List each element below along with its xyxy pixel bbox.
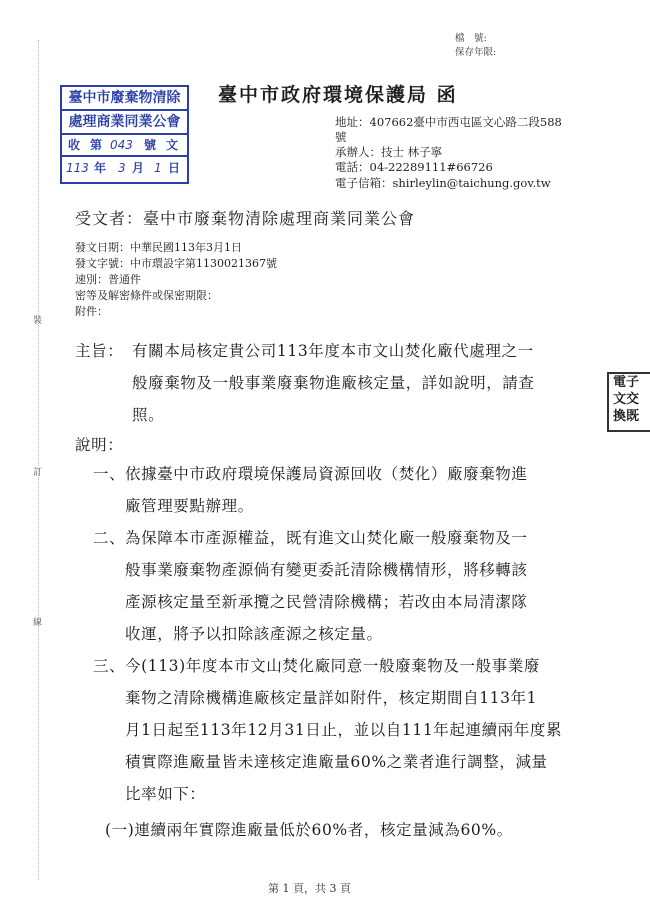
item-3-line-1: 今(113)年度本市文山焚化廠同意一般廢棄物及一般事業廢 [125,657,540,675]
item-2-line-3: 產源核定量至新承攬之民營清除機構；若改由本局清潔隊 [125,593,528,611]
item-3-line-5: 比率如下： [125,785,206,803]
document-number: 發文字號：中市環設字第1130021367號 [75,257,277,270]
stamp-year-label: 年 [94,161,107,175]
contact-address-cont: 號 [335,130,347,144]
retention-label: 保存年限: [455,47,497,58]
stamp-recv-label: 收 [68,138,81,152]
item-1-number: 一、 [93,465,126,483]
stamp-doc-label: 文 [166,138,179,152]
item-3-line-4: 積實際進廠量皆未達核定進廠量60%之業者進行調整，減量 [125,753,548,771]
delivery-speed: 速別：普通件 [75,273,141,286]
stamp-recv-number: 043 [110,138,133,152]
received-stamp [60,85,189,184]
margin-mark-ding: 訂 [33,468,43,478]
document-title: 臺中市政府環境保護局 函 [218,84,458,106]
stamp-recv-no-suffix: 號 [144,138,157,152]
item-2-line-4: 收運，將予以扣除該產源之核定量。 [125,625,383,643]
recipient: 受文者：臺中市廢棄物清除處理商業同業公會 [75,209,416,228]
item-1-line-1: 依據臺中市政府環境保護局資源回收（焚化）廠廢棄物進 [125,465,528,483]
subject-line-3: 照。 [132,406,165,424]
stamp-date-month: 3 [118,161,126,175]
contact-phone: 電話：04-22289111#66726 [335,160,493,174]
contact-address: 地址：407662臺中市西屯區文心路二段588 [335,115,562,129]
item-2-number: 二、 [93,529,126,547]
item-3-number: 三、 [93,657,126,675]
sub-item-1: (一)連續兩年實際進廠量低於60%者，核定量減為60%。 [105,821,513,839]
stamp-recv-no-prefix: 第 [90,138,103,152]
page-footer: 第 1 頁，共 3 頁 [268,882,351,895]
stamp-day-label: 日 [168,161,181,175]
subject-line-2: 般廢棄物及一般事業廢棄物進廠核定量，詳如說明，請查 [132,374,535,392]
stamp-date-row [62,157,187,179]
contact-email: 電子信箱：shirleylin@taichung.gov.tw [335,176,551,190]
item-2-line-2: 般事業廢棄物產源倘有變更委託清除機構情形，將移轉該 [125,561,528,579]
stamp-org-line1: 臺中市廢棄物清除 [62,87,187,111]
subject-label: 主旨： [75,342,124,360]
stamp-date-day: 1 [154,161,162,175]
seal-line-1: 電子 [613,375,640,390]
margin-mark-xian: 線 [33,618,43,628]
seal-line-2: 文交 [613,392,640,407]
contact-handler: 承辦人：技士 林子寧 [335,145,443,159]
stamp-date-year: 113 [66,161,89,175]
item-1-line-2: 廠管理要點辦理。 [125,497,254,515]
security-level: 密等及解密條件或保密期限： [75,289,218,302]
attachment: 附件： [75,305,108,318]
item-3-line-2: 棄物之清除機構進廠核定量詳如附件，核定期間自113年1 [125,689,538,707]
margin-mark-zhuang: 裝 [33,316,43,326]
seal-line-3: 換既 [613,409,640,424]
subject-line-1: 有關本局核定貴公司113年度本市文山焚化廠代處理之一 [132,342,534,360]
item-3-line-3: 月1日起至113年12月31日止，並以自111年起連續兩年度累 [125,721,563,739]
binding-margin-line [38,40,39,880]
stamp-org-line2: 處理商業同業公會 [62,111,187,135]
file-number-label: 檔 號: [455,33,487,44]
issue-date: 發文日期：中華民國113年3月1日 [75,241,242,254]
item-2-line-1: 為保障本市產源權益，既有進文山焚化廠一般廢棄物及一 [125,529,528,547]
exchange-seal [607,372,650,432]
explain-label: 說明： [75,436,124,454]
stamp-receipt-number-row [62,135,187,157]
stamp-month-label: 月 [132,161,145,175]
